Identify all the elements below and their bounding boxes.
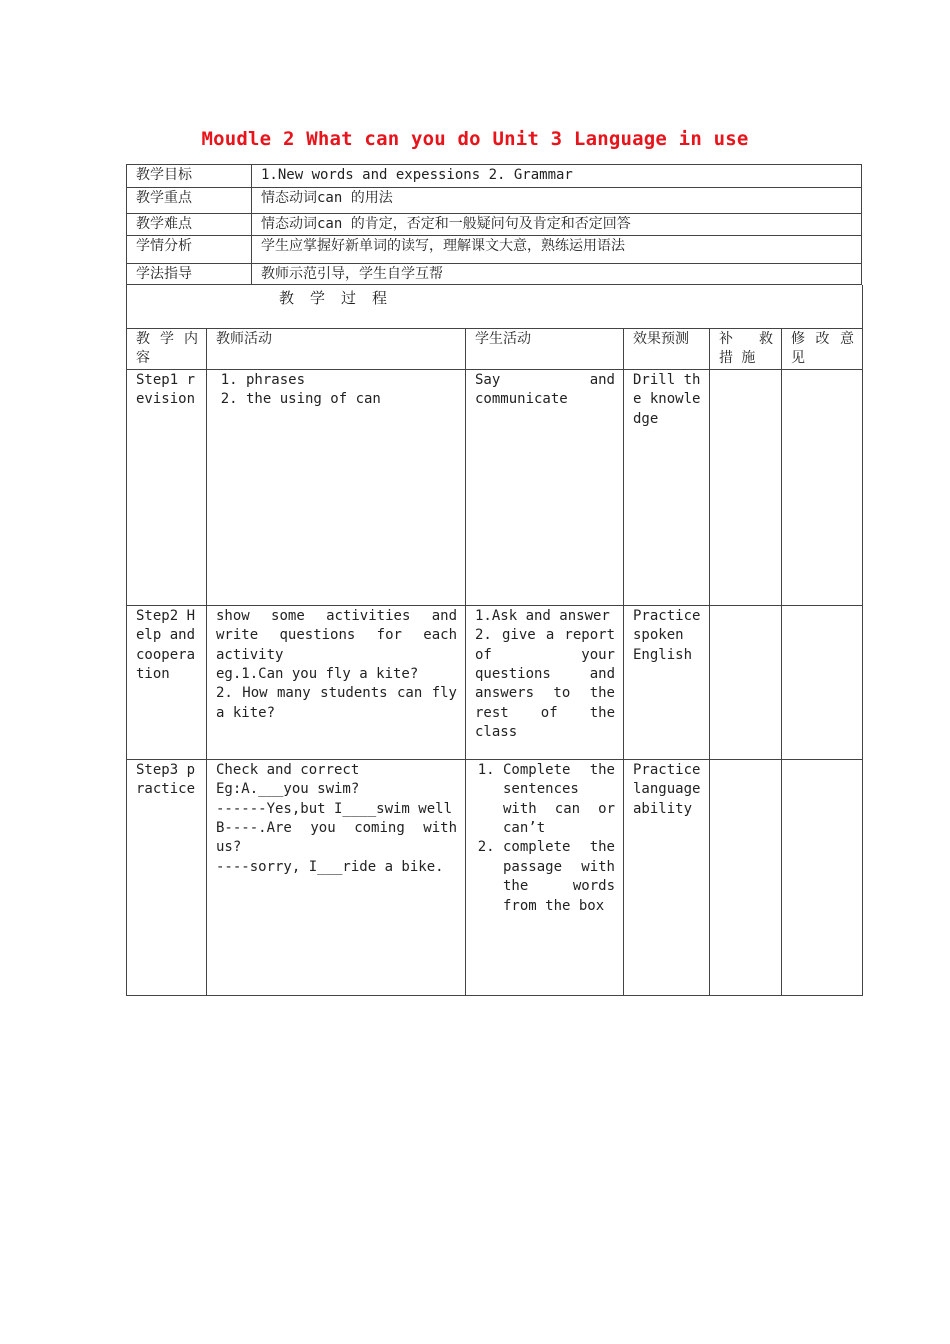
list-item: 1. Complete the sentences with can or can’t xyxy=(503,761,615,839)
remedy-cell xyxy=(710,759,782,995)
list-item: 2. the using of can xyxy=(246,390,457,409)
remedy-cell xyxy=(710,605,782,759)
revision-cell xyxy=(782,605,863,759)
info-table xyxy=(126,164,862,285)
page-title: Moudle 2 What can you do Unit 3 Language in use xyxy=(201,128,749,150)
teacher-line: B----.Are you coming with us? xyxy=(216,820,457,856)
teacher-line: Check and correct xyxy=(216,761,360,778)
info-value: 教师示范引导，学生自学互帮 xyxy=(252,264,862,285)
remedy-cell xyxy=(710,369,782,605)
teacher-line: Eg:A.___you swim? xyxy=(216,781,360,798)
revision-cell xyxy=(782,369,863,605)
info-label: 教学难点 xyxy=(127,214,252,236)
info-row xyxy=(127,264,862,285)
info-label: 教学重点 xyxy=(127,188,252,214)
step-content: Step3 practice xyxy=(127,759,207,995)
teacher-activity xyxy=(207,369,466,605)
student-activity: Say and communicate xyxy=(466,369,624,605)
list-item: 1. phrases xyxy=(246,371,457,390)
info-value: 情态动词can 的用法 xyxy=(252,188,862,214)
header-revision: 修 改 意 见 xyxy=(782,329,863,370)
lesson-process-table xyxy=(126,328,863,996)
step-row xyxy=(127,369,863,605)
step-row xyxy=(127,605,863,759)
step-content: Step2 Help and cooperation xyxy=(127,605,207,759)
student-line: 2. give a report of your questions and answers to the rest of the class xyxy=(475,627,615,741)
info-row xyxy=(127,188,862,214)
header-effect: 效果预测 xyxy=(624,329,710,370)
teacher-line: 2. How many students can fly a kite? xyxy=(216,685,457,721)
teacher-activity xyxy=(207,605,466,759)
info-row xyxy=(127,236,862,264)
student-activity-list xyxy=(475,761,615,916)
header-teacher: 教师活动 xyxy=(207,329,466,370)
effect-prediction: Practice language ability xyxy=(624,759,710,995)
header-content: 教 学 内 容 xyxy=(127,329,207,370)
process-heading: 教学过程 xyxy=(279,289,404,307)
info-label: 教学目标 xyxy=(127,165,252,188)
teacher-activity-list xyxy=(216,371,457,410)
revision-cell xyxy=(782,759,863,995)
effect-prediction: Drill the knowledge xyxy=(624,369,710,605)
process-heading-row xyxy=(126,285,863,328)
teacher-activity xyxy=(207,759,466,995)
step-row xyxy=(127,759,863,995)
info-value: 学生应掌握好新单词的读写，理解课文大意，熟练运用语法 xyxy=(252,236,862,264)
info-value: 情态动词can 的肯定，否定和一般疑问句及肯定和否定回答 xyxy=(252,214,862,236)
list-item: 2. complete the passage with the words from the box xyxy=(503,838,615,916)
teacher-line: ------Yes,but I____swim well xyxy=(216,800,453,817)
info-value: 1.New words and expessions 2. Grammar xyxy=(252,165,862,188)
student-activity xyxy=(466,759,624,995)
teacher-line: eg.1.Can you fly a kite? xyxy=(216,666,419,683)
info-row xyxy=(127,165,862,188)
effect-prediction: Practice spoken English xyxy=(624,605,710,759)
info-row xyxy=(127,214,862,236)
step-content: Step1 revision xyxy=(127,369,207,605)
header-remedy: 补 救 措 施 xyxy=(710,329,782,370)
header-student: 学生活动 xyxy=(466,329,624,370)
student-activity xyxy=(466,605,624,759)
student-line: 1.Ask and answer xyxy=(475,607,610,624)
header-row xyxy=(127,329,863,370)
teacher-line: show some activities and write questions for each activity xyxy=(216,607,457,663)
info-label: 学法指导 xyxy=(127,264,252,285)
teacher-line: ----sorry, I___ride a bike. xyxy=(216,858,444,875)
info-label: 学情分析 xyxy=(127,236,252,264)
